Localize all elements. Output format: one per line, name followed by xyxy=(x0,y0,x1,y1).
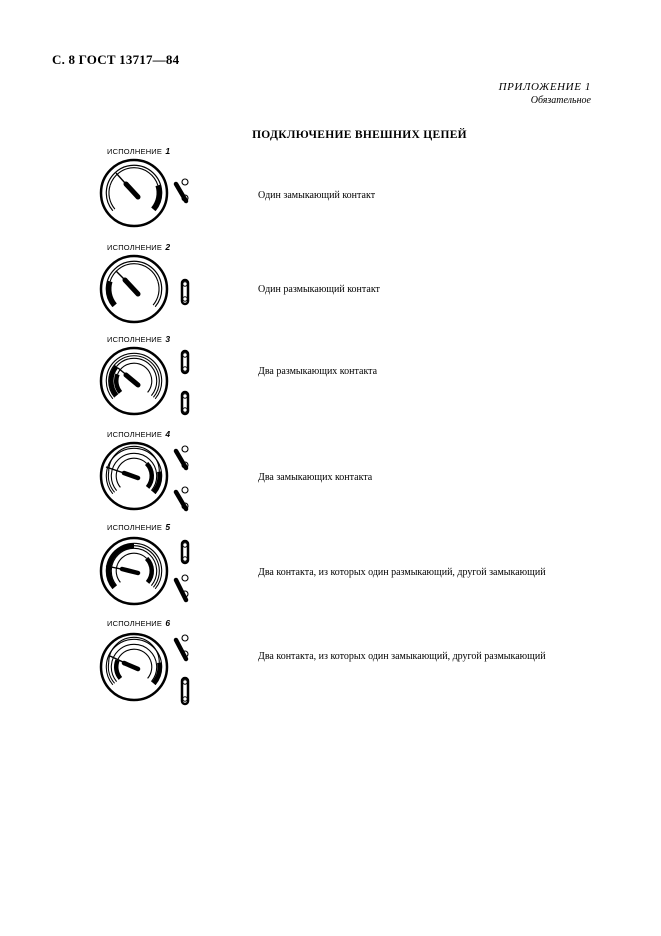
gauge-diagram-5 xyxy=(96,536,206,610)
appendix-label xyxy=(499,81,591,106)
variant-label-3 xyxy=(107,334,170,344)
variant-label-6 xyxy=(107,618,170,628)
variant-label-text: ИСПОЛНЕНИЕ xyxy=(107,619,163,628)
variant-label-1 xyxy=(107,146,170,156)
variant-label-text: ИСПОЛНЕНИЕ xyxy=(107,430,163,439)
variant-number: 4 xyxy=(165,429,171,439)
appendix-subtitle: Обязательное xyxy=(530,95,591,106)
appendix-title: ПРИЛОЖЕНИЕ 1 xyxy=(498,81,591,93)
variant-number: 3 xyxy=(165,334,171,344)
variant-label-text: ИСПОЛНЕНИЕ xyxy=(107,243,163,252)
variant-label-5 xyxy=(107,522,170,532)
variant-label-4 xyxy=(107,429,170,439)
gauge-diagram-4 xyxy=(96,441,206,515)
gauge-diagram-1 xyxy=(96,158,206,228)
gauge-diagram-2 xyxy=(96,254,206,324)
variant-label-text: ИСПОЛНЕНИЕ xyxy=(107,147,163,156)
variant-description-1: Один замыкающий контакт xyxy=(258,190,376,201)
section-title: ПОДКЛЮЧЕНИЕ ВНЕШНИХ ЦЕПЕЙ xyxy=(252,129,467,141)
variant-number: 5 xyxy=(165,522,171,532)
variant-label-text: ИСПОЛНЕНИЕ xyxy=(107,523,163,532)
page-header: С. 8 ГОСТ 13717—84 xyxy=(52,52,180,67)
gauge-diagram-3 xyxy=(96,346,206,416)
variant-number: 1 xyxy=(165,146,171,156)
variant-label-text: ИСПОЛНЕНИЕ xyxy=(107,335,163,344)
variant-description-5: Два контакта, из которых один размыкающий, другой замыкающий xyxy=(258,567,546,578)
variant-description-3: Два размыкающих контакта xyxy=(258,366,378,377)
variant-description-4: Два замыкающих контакта xyxy=(258,472,373,483)
variant-description-2: Один размыкающий контакт xyxy=(258,284,380,295)
variant-description-6: Два контакта, из которых один замыкающий, другой размыкающий xyxy=(258,651,546,662)
gauge-diagram-6 xyxy=(96,632,206,708)
variant-label-2 xyxy=(107,242,170,252)
variant-number: 6 xyxy=(165,618,171,628)
variant-number: 2 xyxy=(165,242,171,252)
